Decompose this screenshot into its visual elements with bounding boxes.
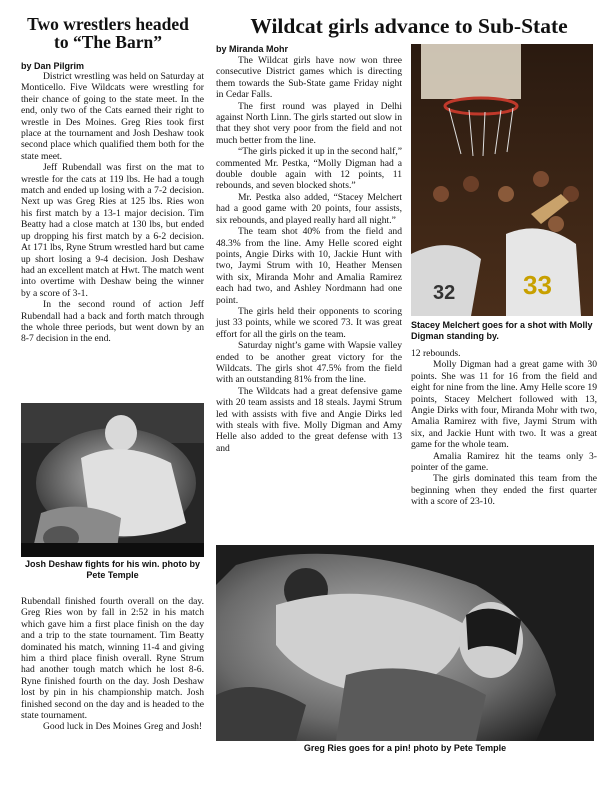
right-body-col2 xyxy=(411,348,597,508)
right-paragraph: The team shot 40% from the field and 48.3% from the line. Amy Helle scored eight points, Angie Dirks with 10, Jackie Hunt with two, Jaymi Strum with 10, Heather Mensen with six, Miranda Mohr and Amalia Ramirez each had two, and Ashley Nordmann had one point. xyxy=(216,226,402,306)
wrestling-photo-josh xyxy=(21,403,204,557)
right-paragraph: The Wildcat girls have now won three consecutive District games which is directing them towards the Sub-State game Friday night in Cedar Falls. xyxy=(216,55,402,101)
right-byline: by Miranda Mohr xyxy=(216,44,289,54)
left-byline: by Dan Pilgrim xyxy=(21,61,85,71)
left-headline-line2: to “The Barn” xyxy=(54,31,162,52)
right-paragraph: The girls held their opponents to scoring just 33 points, while we scored 73. It was great effort for all the girls on the team. xyxy=(216,305,402,340)
right-headline: Wildcat girls advance to Sub-State xyxy=(250,14,568,38)
left-paragraph: In the second round of action Jeff Rubendall had a back and forth match through the whole three periods, but went down by an 8-7 decision in the end. xyxy=(21,299,204,345)
right-paragraph: Mr. Pestka also added, “Stacey Melchert had a good game with 20 points, four assists, six rebounds, and played really hard all night.” xyxy=(216,191,402,226)
jersey-number-right: 33 xyxy=(523,270,552,300)
left-paragraph: District wrestling was held on Saturday at Monticello. Five Wildcats were wrestling for their chance of going to the state meet. In the end, only two of the Cats earned their right to wrestle in Des Moines. Greg Ries took first place at the tournament and Josh Deshaw took second place which qualified them both for the state meet. xyxy=(21,71,204,162)
left-paragraph: Jeff Rubendall was first on the mat to wrestle for the cats at 119 lbs. He had a tough match and ended up losing with a 7-2 decision. Next up was Greg Ries at 125 lbs. Ries won his first match by a 13-1 major decision. Tim Beatty had a close match at 130 lbs, but ended up dropping his first match by a 6-2 decision. At 171 lbs, Ryne Strum wrestled hard but came up short losing a 9-4 decision. Josh Deshaw had an excellent match at Hwt. The match went into overtime with Deshaw being the winner by a score of 3-1. xyxy=(21,162,204,299)
left-body-part1 xyxy=(21,71,204,345)
wrestling-photo-greg xyxy=(216,545,594,741)
left-headline-line1: Two wrestlers headed xyxy=(27,14,189,34)
jersey-number-left: 32 xyxy=(433,282,456,304)
greg-photo-caption: Greg Ries goes for a pin! photo by Pete Temple xyxy=(303,743,507,753)
stacey-photo-caption: Stacey Melchert goes for a shot with Molly Digman standing by. xyxy=(411,320,593,341)
left-headline xyxy=(10,16,206,51)
right-paragraph: The Wildcats had a great defensive game with 20 team assists and 18 steals. Jaymi Strum led with assists with five and Angie Dirks led with steals with five. Molly Digman and Amy Helle also added to the great defense with 13 and xyxy=(216,385,402,454)
right-paragraph: Amalia Ramirez hit the teams only 3-pointer of the game. xyxy=(411,450,597,474)
left-paragraph-closing: Good luck in Des Moines Greg and Josh! xyxy=(43,721,203,733)
right-body-col1 xyxy=(216,55,402,454)
right-paragraph: Molly Digman had a great game with 30 points. She was 11 for 16 from the field and eight for nine from the line. Amy Helle score 19 points, Stacey Melchert followed with 13, Angie Dirks with four, Miranda Mohr with two, Amalia Ramirez with five, Jaymi Strum with six, and Jackie Hunt with two. It was a great game for the whole team. xyxy=(411,359,597,451)
right-paragraph: The first round was played in Delhi against North Linn. The girls started out slow in that they shot very poor from the field and not much better from the line. xyxy=(216,100,402,146)
left-paragraph-continued: Rubendall finished fourth overall on the day. Greg Ries won by fall in 2:52 in his match which gave him a first place finish on the day and a trip to the state tournament. Tim Beatty dominated his match, winning 11-4 and giving him a third place finish overall. Ryne Strum had another tough match which he lost 8-6. Ryne finished fourth on the day. Josh Deshaw lost by pin in his championship match. Josh finished second on the day and is headed to the state tournament. xyxy=(21,596,204,722)
right-paragraph-fragment: 12 rebounds. xyxy=(411,348,461,359)
right-paragraph: The girls dominated this team from the beginning when they ended the first quarter with a score of 23-10. xyxy=(411,473,597,508)
basketball-photo xyxy=(411,44,593,316)
right-paragraph: Saturday night’s game with Wapsie valley ended to be another great victory for the Wildcats. The girls shot 47.5% from the field with an outstanding 81% from the line. xyxy=(216,340,402,386)
right-paragraph: “The girls picked it up in the second half,” commented Mr. Pestka, “Molly Digman had a double double again with 12 points, 11 rebounds, and seven blocked shots.” xyxy=(216,146,402,192)
josh-photo-caption: Josh Deshaw fights for his win. photo by Pete Temple xyxy=(24,559,200,580)
left-body-part2 xyxy=(21,596,204,733)
